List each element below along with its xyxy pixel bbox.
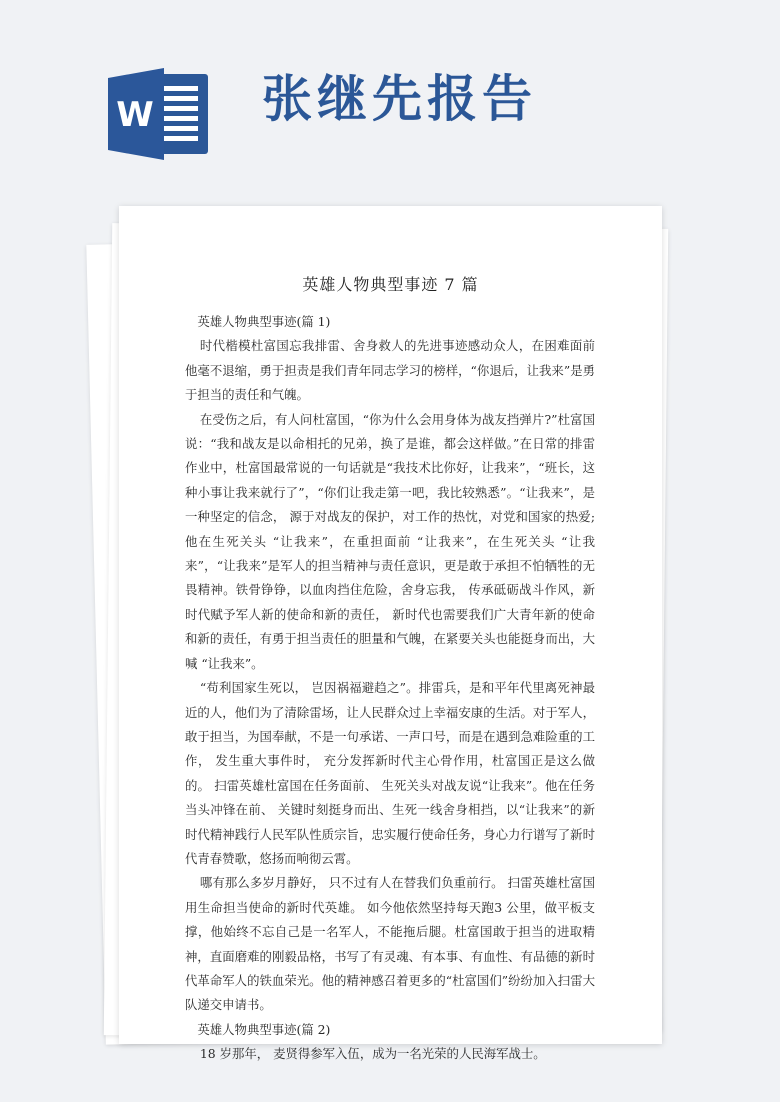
word-icon: [108, 68, 210, 160]
page-header: [0, 0, 780, 200]
word-logo-letter: W: [116, 95, 154, 135]
document-title: 英雄人物典型事迹 7 篇: [302, 275, 479, 294]
body-paragraph: 哪有那么多岁月静好， 只不过有人在替我们负重前行。 扫雷英雄杜富国用生命担当使命的新时代英雄。 如今他依然坚持每天跑3 公里，做平板支撑，他始终不忘自己是一名军人，不能拖后腿。杜富国敢于担当的进取精神，直面磨难的刚毅品格，书写了有灵魂、有本事、有血性、有品德的新时代革命军人的铁血荣光。他的精神感召着更多的“杜富国们”纷纷加入扫雷大队递交申请书。: [185, 875, 595, 1013]
body-paragraph: “苟利国家生死以， 岂因祸福避趋之”。排雷兵，是和平年代里离死神最近的人，他们为了清除雷场，让人民群众过上幸福安康的生活。对于军人， 敢于担当，为国奉献，不是一句承诺、一声口号，而是在遇到急难险重的工作， 发生重大事件时， 充分发挥新时代主心骨作用，杜富国正是这么做的。 扫雷英雄杜富国在任务面前、 生死关头对战友说“让我来”。他在任务当头冲锋在前、 关键时刻挺身而出、生死一线舍身相挡，以“让我来”的新时代精神践行人民军队性质宗旨，忠实履行使命任务，身心力行谱写了新时代青春赞歌，悠扬而响彻云霄。: [185, 680, 595, 866]
body-paragraph: 在受伤之后，有人问杜富国，“你为什么会用身体为战友挡弹片?”杜富国说：“我和战友是以命相托的兄弟，换了是谁，都会这样做。”在日常的排雷作业中，杜富国最常说的一句话就是“我技术比你好，让我来”，“班长，这种小事让我来就行了”，“你们让我走第一吧，我比较熟悉”。“让我来”，是一种坚定的信念， 源于对战友的保护，对工作的热忱，对党和国家的热爱;他在生死关头 “让我来”，在重担面前 “让我来”，在生死关头 “让我来”，“让我来”是军人的担当精神与责任意识，更是敢于承担不怕牺牲的无畏精神。铁骨铮铮，以血肉挡住危险，舍身忘我， 传承砥砺战斗作风，新时代赋予军人新的使命和新的责任， 新时代也需要我们广大青年新的使命和新的责任，有勇于担当责任的胆量和气魄，在紧要关头也能挺身而出，大喊 “让我来”。: [185, 411, 595, 671]
body-paragraph: 时代楷模杜富国忘我排雷、舍身救人的先进事迹感动众人，在困难面前他毫不退缩，勇于担责是我们青年同志学习的榜样，“你退后，让我来”是勇于担当的责任和气魄。: [185, 338, 595, 403]
page-title: 张继先报告: [262, 70, 537, 128]
section-heading: 英雄人物典型事迹(篇 2): [197, 1021, 331, 1037]
section-heading: 英雄人物典型事迹(篇 1): [197, 314, 331, 329]
document-page: [119, 206, 662, 1062]
document-body: [185, 310, 595, 1067]
body-paragraph: 18 岁那年， 麦贤得参军入伍，成为一名光荣的人民海军战士。: [199, 1046, 546, 1062]
